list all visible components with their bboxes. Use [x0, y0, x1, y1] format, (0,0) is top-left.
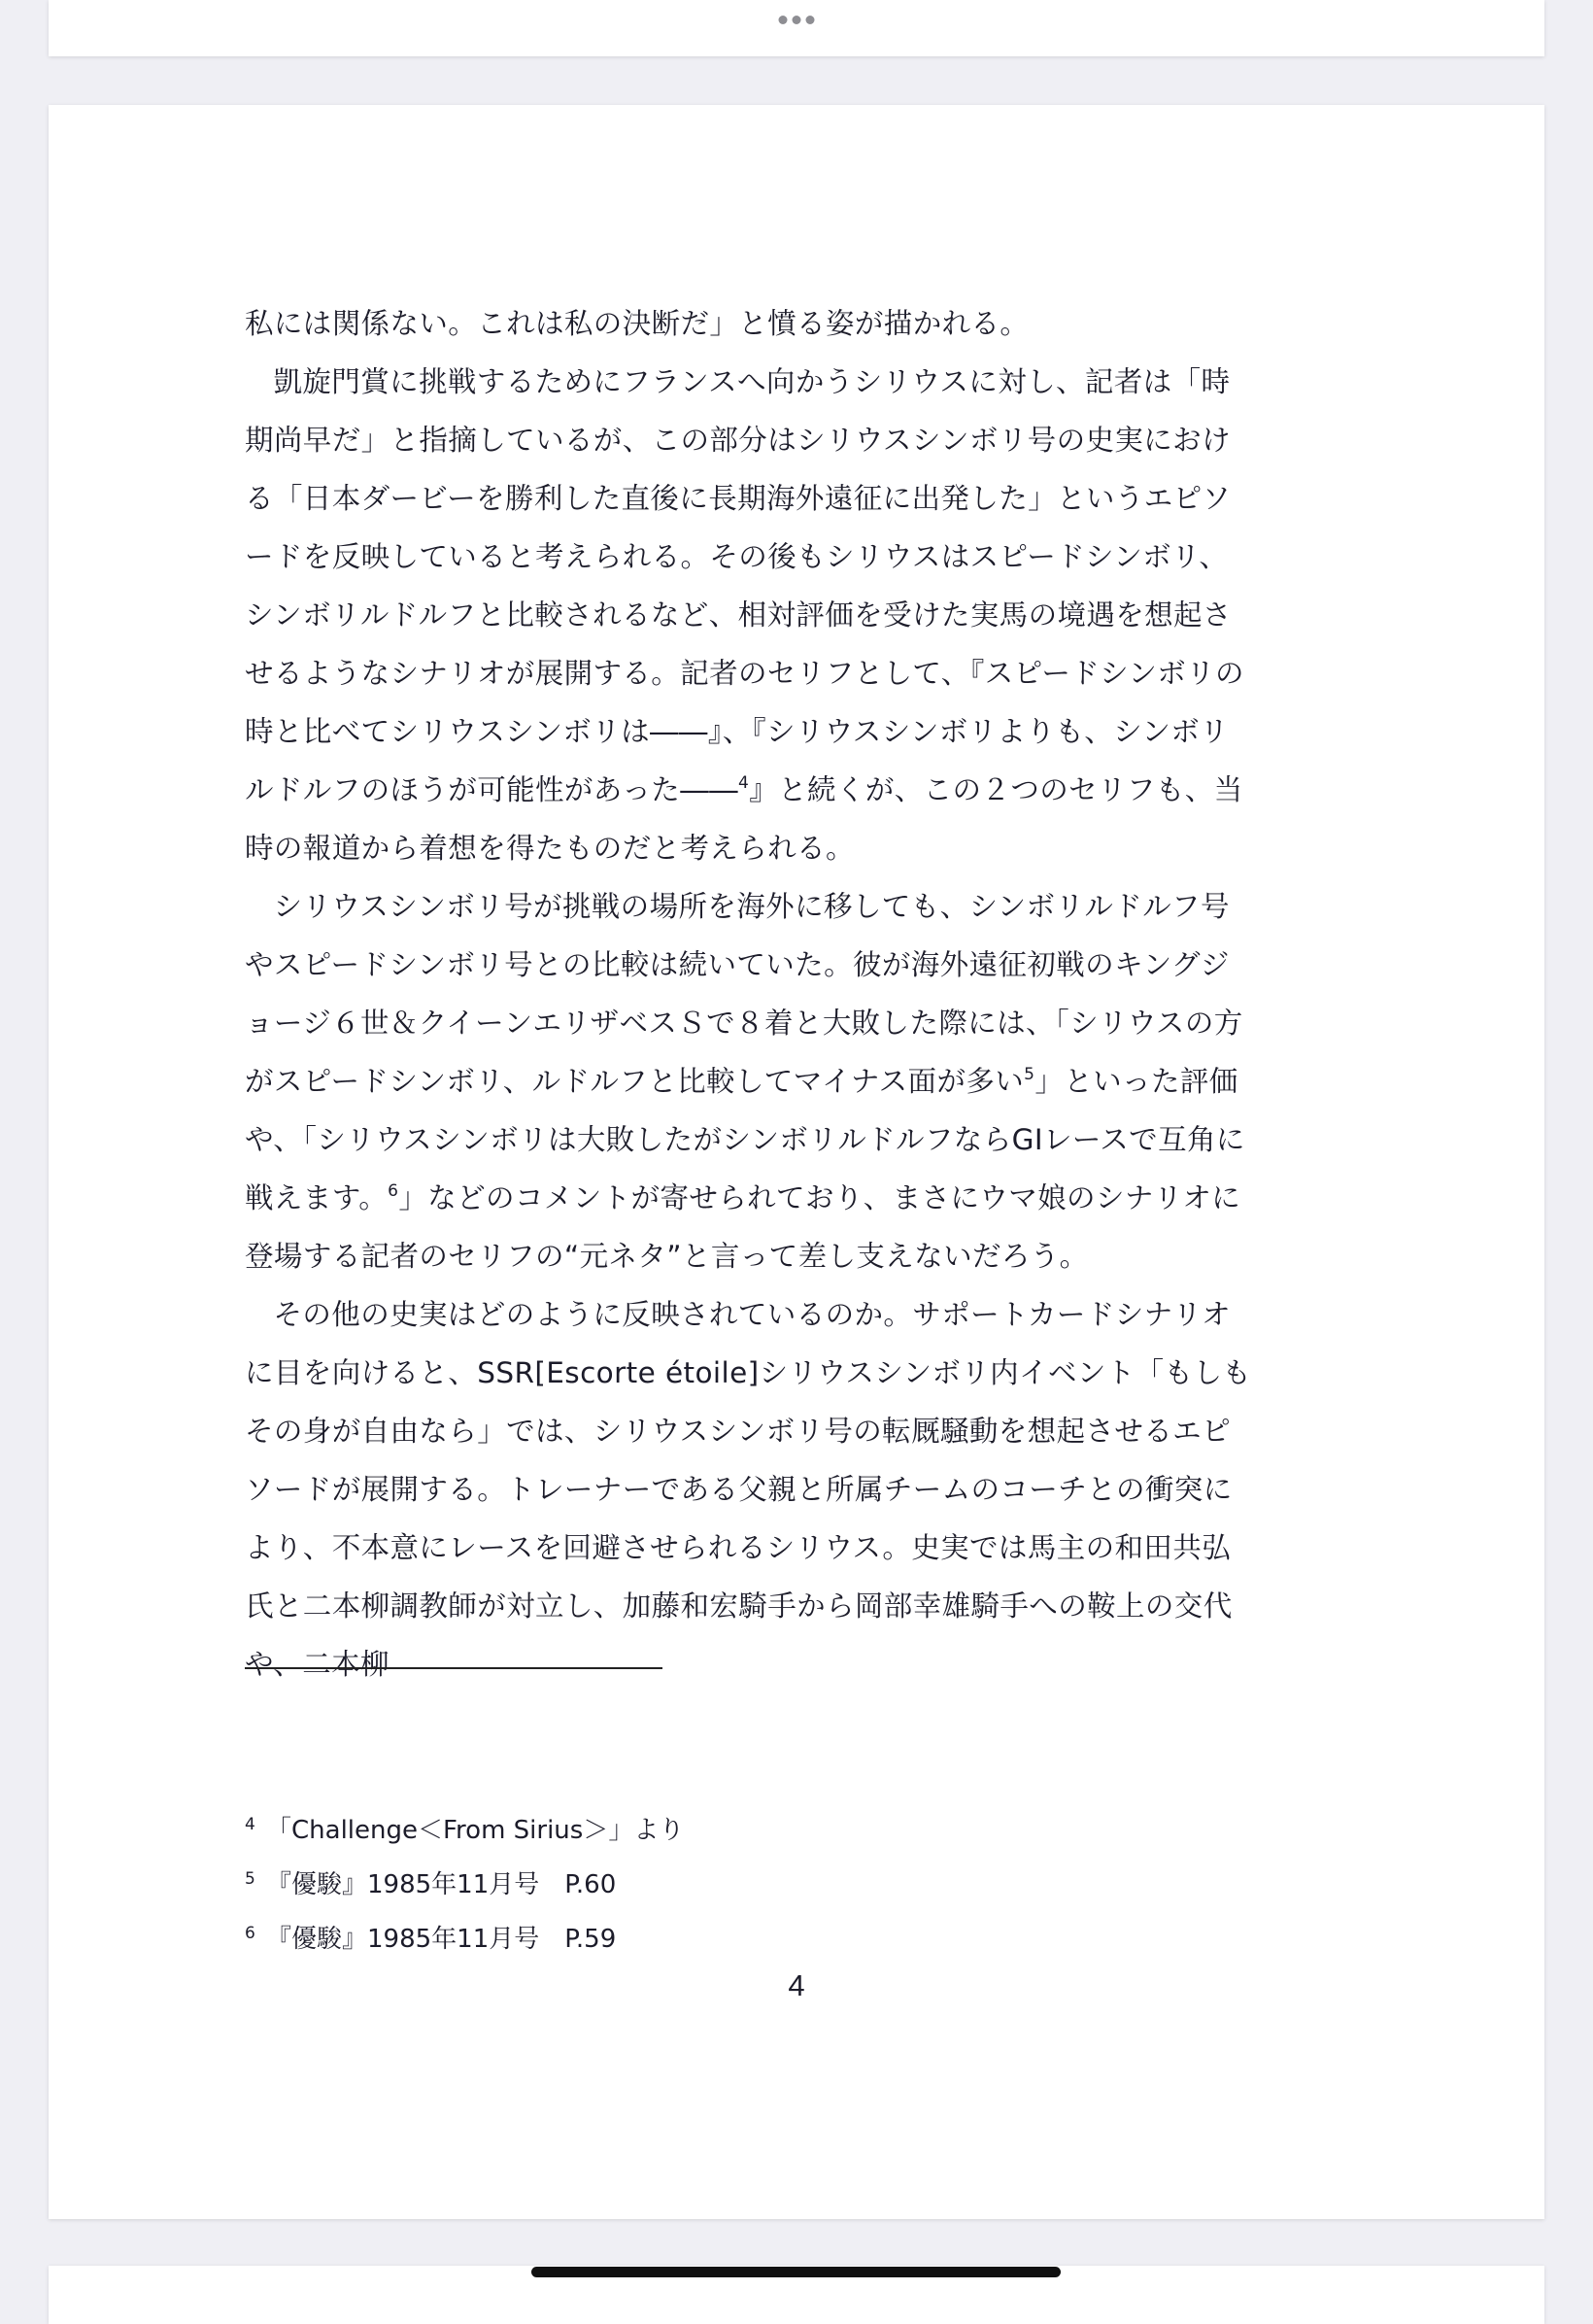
paragraph-text: 凱旋門賞に挑戦するためにフランスへ向かうシリウスに対し、記者は「時期尚早だ」と指摘しているが、この部分はシリウスシンボリ号の史実における「日本ダービーを勝利した直後に長期海外遠征に出発した」というエピソードを反映していると考えられる。その後もシリウスはスピードシンボリ、シンボリルドルフと比較されるなど、相対評価を受けた実馬の境遇を想起させるようなシナリオが展開する。記者のセリフとして、『スピードシンボリの時と比べてシリウスシンボリは――』、『シリウスシンボリよりも、シンボリルドルフのほうが可能性があった――	[245, 365, 1244, 806]
footnote-item	[245, 1914, 1216, 1968]
page-number: 4	[788, 1968, 805, 2002]
dot	[779, 16, 788, 24]
footnote-divider	[245, 1667, 662, 1669]
footnote-number: 4	[245, 1815, 255, 1834]
paragraph-4	[245, 1285, 1255, 1693]
footnote-text: 「Challenge＜From Sirius＞」より	[266, 1816, 685, 1845]
footnote-item	[245, 1860, 1216, 1914]
paragraph-text: 』と続くが、この２つのセリフも、当時の報道から着想を得たものだと考えられる。	[245, 773, 1243, 865]
paragraph-3	[245, 877, 1255, 1285]
dot	[793, 16, 801, 24]
footnote-ref-4[interactable]: 4	[738, 773, 750, 793]
paragraph-text: 」といった評価や、「シリウスシンボリは大敗したがシンボリルドルフならGIレースで互角に戦えます。	[245, 1065, 1245, 1214]
footnote-text: 『優駿』1985年11月号 P.60	[266, 1870, 617, 1899]
paragraph-text: 」などのコメントが寄せられており、まさにウマ娘のシナリオに登場する記者のセリフの“元ネタ”と言って差し支えないだろう。	[245, 1181, 1241, 1273]
paragraph-text: 私には関係ない。これは私の決断だ」と憤る姿が描かれる。	[245, 307, 1030, 340]
body-text	[245, 294, 1255, 1693]
footnote-item	[245, 1805, 1216, 1860]
paragraph-text: シリウスシンボリ号が挑戦の場所を海外に移しても、シンボリルドルフ号やスピードシンボリ号との比較は続いていた。彼が海外遠征初戦のキングジョージ６世＆クイーンエリザベスＳで８着と大敗した際には、「シリウスの方がスピードシンボリ、ルドルフと比較してマイナス面が多い	[245, 890, 1243, 1098]
more-options-icon[interactable]	[779, 16, 815, 24]
paragraph-1	[245, 294, 1255, 353]
previous-page	[49, 0, 1544, 56]
footnote-number: 6	[245, 1924, 255, 1943]
paragraph-text: その他の史実はどのように反映されているのか。サポートカードシナリオに目を向けると、SSR[Escorte étoile]シリウスシンボリ内イベント「もしもその身が自由なら」では、シリウスシンボリ号の転厩騒動を想起させるエピソードが展開する。トレーナーである父親と所属チームのコーチとの衝突により、不本意にレースを回避させられるシリウス。史実では馬主の和田共弘氏と二本柳調教師が対立し、加藤和宏騎手から岡部幸雄騎手への鞍上の交代や、二本柳	[245, 1298, 1252, 1681]
dot	[806, 16, 815, 24]
footnote-number: 5	[245, 1869, 255, 1889]
footnote-ref-5[interactable]: 5	[1024, 1065, 1035, 1084]
home-indicator[interactable]	[531, 2267, 1061, 2277]
paragraph-2	[245, 353, 1255, 877]
footnote-text: 『優駿』1985年11月号 P.59	[266, 1925, 617, 1954]
footnote-ref-6[interactable]: 6	[388, 1181, 399, 1201]
footnotes	[245, 1805, 1216, 1968]
